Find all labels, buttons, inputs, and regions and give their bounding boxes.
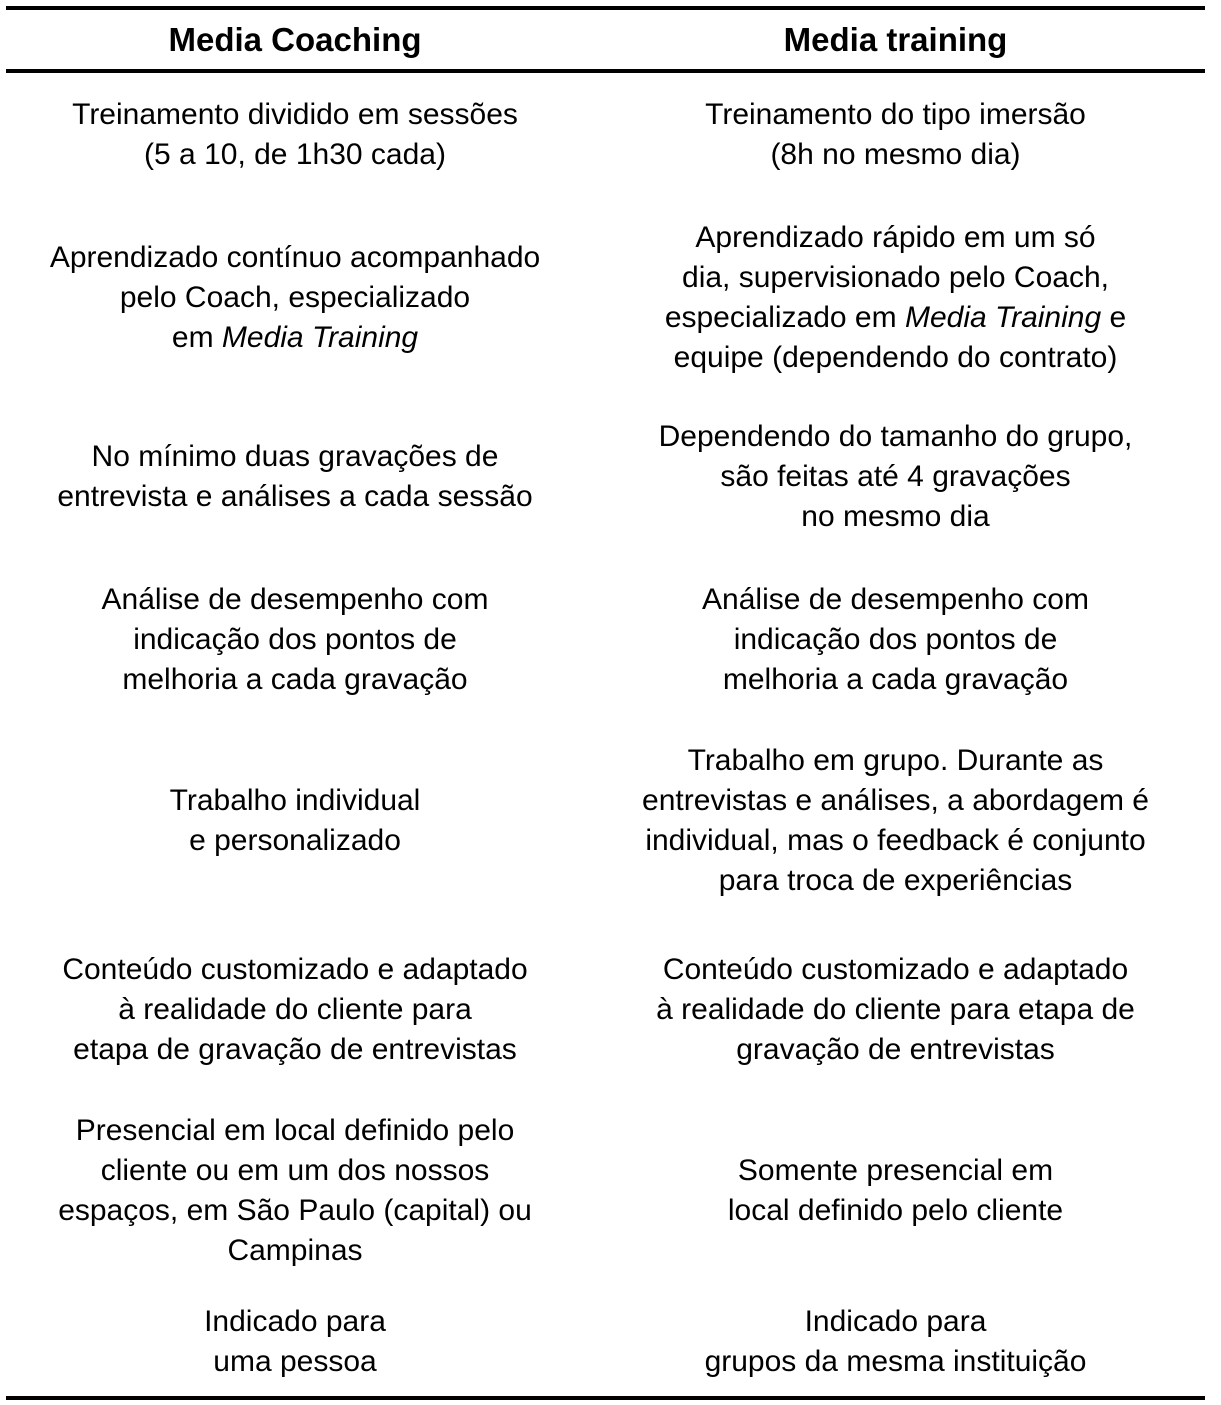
text-line: Treinamento do tipo imersão	[705, 98, 1086, 131]
text-line: Trabalho individual	[169, 784, 421, 817]
text-line: e personalizado	[189, 824, 401, 857]
text-line: No mínimo duas gravações de	[91, 440, 499, 473]
text-line: (8h no mesmo dia)	[770, 138, 1021, 171]
row-8-media-coaching	[0, 1302, 590, 1382]
text-line: indicação dos pontos de	[733, 623, 1058, 656]
text-line: individual, mas o feedback é conjunto	[645, 824, 1146, 857]
text-line: melhoria a cada gravação	[722, 663, 1069, 696]
row-2-media-training	[590, 218, 1201, 378]
text-line: indicação dos pontos de	[133, 623, 457, 656]
text-line: para troca de experiências	[718, 864, 1073, 897]
text-fragment: especializado em	[664, 301, 905, 334]
text-line: local definido pelo cliente	[727, 1194, 1064, 1227]
row-3-media-training	[590, 417, 1201, 537]
text-line: Somente presencial em	[737, 1154, 1054, 1187]
row-3-media-coaching	[0, 417, 590, 537]
text-line: uma pessoa	[213, 1345, 377, 1378]
text-line	[50, 318, 540, 358]
text-line: Análise de desempenho com	[101, 583, 489, 616]
text-line: espaços, em São Paulo (capital) ou	[58, 1194, 532, 1227]
text-line: Análise de desempenho com	[702, 583, 1089, 616]
row-7-media-coaching	[0, 1111, 590, 1271]
row-2-media-coaching	[0, 218, 590, 378]
text-line: etapa de gravação de entrevistas	[73, 1033, 517, 1066]
text-line: Campinas	[227, 1234, 363, 1267]
text-line: Presencial em local definido pelo	[75, 1114, 515, 1147]
italic-term: Media Training	[221, 321, 419, 354]
text-line: pelo Coach, especializado	[119, 281, 471, 314]
text-fragment: e	[1101, 301, 1127, 334]
text-line: grupos da mesma instituição	[704, 1345, 1087, 1378]
row-8-media-training	[590, 1302, 1201, 1382]
text-line: Dependendo do tamanho do grupo,	[658, 420, 1133, 453]
table-top-rule	[6, 6, 1205, 10]
italic-term: Media Training	[904, 301, 1102, 334]
row-4-media-coaching	[0, 580, 590, 700]
header-media-training: Media training	[783, 21, 1008, 58]
text-line: (5 a 10, de 1h30 cada)	[144, 138, 446, 171]
table-bottom-rule	[6, 1396, 1205, 1400]
row-1-media-training	[590, 95, 1201, 175]
text-line: gravação de entrevistas	[736, 1033, 1055, 1066]
text-line: à realidade do cliente para etapa de	[656, 993, 1135, 1026]
text-line: entrevistas e análises, a abordagem é	[642, 784, 1149, 817]
text-line: Treinamento dividido em sessões	[72, 98, 518, 131]
text-line: entrevista e análises a cada sessão	[57, 480, 533, 513]
text-line: dia, supervisionado pelo Coach,	[682, 261, 1109, 294]
text-line: Aprendizado contínuo acompanhado	[49, 241, 541, 274]
row-5-media-coaching	[0, 741, 590, 901]
text-line: Conteúdo customizado e adaptado	[662, 953, 1129, 986]
text-line: à realidade do cliente para	[118, 993, 472, 1026]
header-media-coaching: Media Coaching	[168, 21, 422, 58]
text-line: melhoria a cada gravação	[122, 663, 468, 696]
text-line: Indicado para	[804, 1305, 987, 1338]
row-4-media-training	[590, 580, 1201, 700]
text-line: Aprendizado rápido em um só	[695, 221, 1096, 254]
row-5-media-training	[590, 741, 1201, 901]
row-1-media-coaching	[0, 95, 590, 175]
text-line: Trabalho em grupo. Durante as	[687, 744, 1104, 777]
text-line: no mesmo dia	[801, 500, 990, 533]
row-7-media-training	[590, 1111, 1201, 1271]
text-fragment: em	[171, 321, 222, 354]
text-line: Indicado para	[204, 1305, 386, 1338]
text-line: cliente ou em um dos nossos	[100, 1154, 490, 1187]
text-line	[665, 298, 1126, 338]
row-6-media-training	[590, 950, 1201, 1070]
text-line: Conteúdo customizado e adaptado	[62, 953, 528, 986]
text-line: são feitas até 4 gravações	[720, 460, 1071, 493]
table-header-rule	[6, 69, 1205, 73]
text-line: equipe (dependendo do contrato)	[673, 341, 1118, 374]
row-6-media-coaching	[0, 950, 590, 1070]
